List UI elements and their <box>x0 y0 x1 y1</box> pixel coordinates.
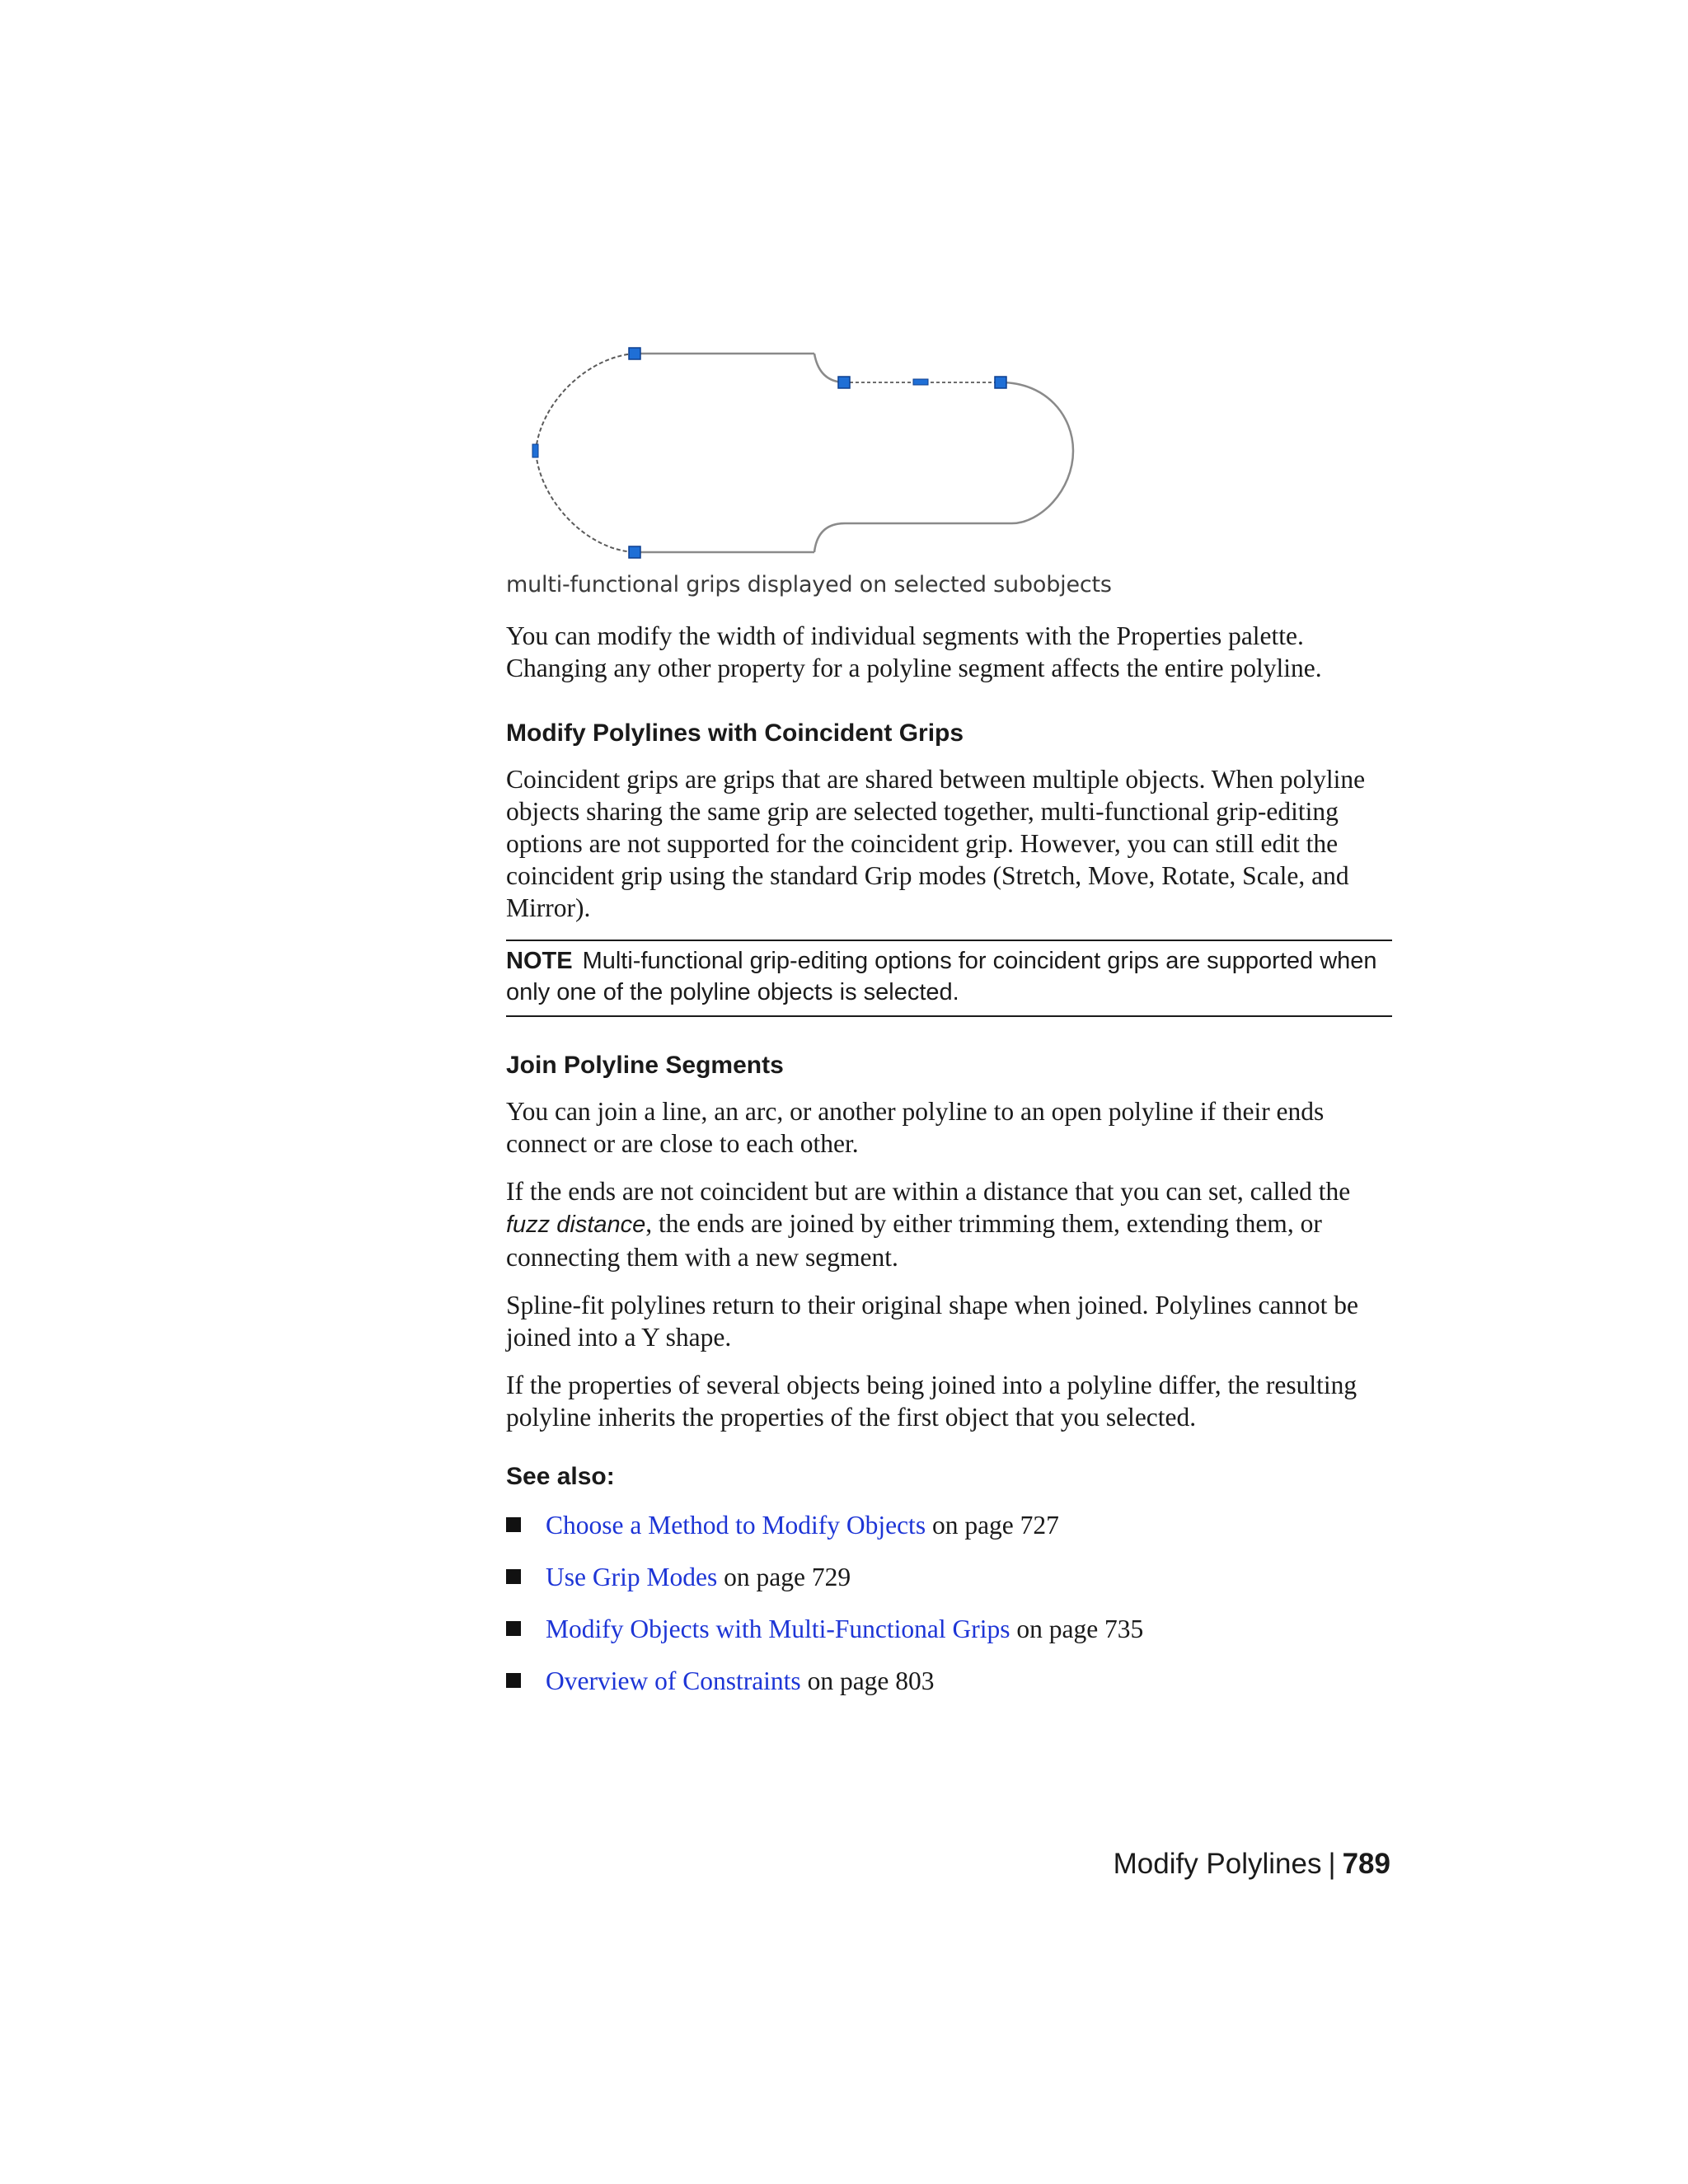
join-paragraph-4: If the properties of several objects being joined into a polyline differ, the resulting polyline inherits the properties of the first object that you selected. <box>506 1371 1357 1432</box>
see-also-list <box>506 1509 1392 1717</box>
intro-paragraph: You can modify the width of individual segments with the Properties palette. Changing any other property for a polyline segment affects the entire polyline. <box>506 621 1322 682</box>
page-footer <box>1114 1848 1390 1881</box>
grip-top-left <box>629 348 640 359</box>
join-paragraph-2-end: , the ends are joined by either trimming them, extending them, or connecting them with a new segment. <box>506 1209 1322 1272</box>
join-paragraph-2 <box>506 1175 1392 1273</box>
page-ref: on page 729 <box>717 1563 851 1591</box>
footer-separator: | <box>1328 1848 1336 1880</box>
see-also-item <box>506 1561 1392 1613</box>
bullet-square-icon <box>506 1517 521 1532</box>
polyline-figure <box>506 334 1083 573</box>
polyline-diagram <box>506 334 1083 573</box>
see-also-item <box>506 1509 1392 1561</box>
join-paragraph-1: You can join a line, an arc, or another polyline to an open polyline if their ends connect or are close to each other. <box>506 1097 1325 1158</box>
fuzz-distance-term: fuzz distance <box>506 1212 646 1238</box>
bullet-square-icon <box>506 1569 521 1584</box>
polyline-selected-arc <box>536 354 635 552</box>
polyline-right-arc <box>1001 382 1073 523</box>
grip-segment-end <box>995 377 1006 388</box>
grip-segment-midpoint <box>913 379 928 385</box>
grip-segment-start <box>838 377 850 388</box>
link-overview-constraints[interactable]: Overview of Constraints <box>546 1666 801 1695</box>
link-use-grip-modes[interactable]: Use Grip Modes <box>546 1563 718 1591</box>
see-also-item <box>506 1665 1392 1717</box>
coincident-grips-paragraph: Coincident grips are grips that are shared between multiple objects. When polyline objects sharing the same grip are selected together, multi-functional grip-editing options are not supported for the coincident grip. However, you can still edit the coincident grip using the standard Grip modes (Stretch, Move, Rotate, Scale, and Mirror). <box>506 765 1366 922</box>
see-also-item <box>506 1613 1392 1665</box>
heading-join-segments: Join Polyline Segments <box>506 1052 784 1079</box>
see-also-label: See also: <box>506 1463 615 1490</box>
page-ref: on page 735 <box>1010 1615 1144 1643</box>
page-content <box>506 620 1392 1717</box>
heading-coincident-grips: Modify Polylines with Coincident Grips <box>506 719 964 747</box>
link-choose-method[interactable]: Choose a Method to Modify Objects <box>546 1511 926 1540</box>
figure-caption: multi-functional grips displayed on selected subobjects <box>506 572 1112 598</box>
join-paragraph-2-start: If the ends are not coincident but are within a distance that you can set, called the <box>506 1177 1351 1206</box>
page-ref: on page 727 <box>926 1511 1059 1540</box>
note-label: NOTE <box>506 948 573 974</box>
footer-title: Modify Polylines <box>1113 1848 1322 1880</box>
page-ref: on page 803 <box>800 1666 935 1695</box>
grip-left-midpoint <box>532 444 538 457</box>
join-paragraph-3: Spline-fit polylines return to their original shape when joined. Polylines cannot be joined into a Y shape. <box>506 1291 1359 1352</box>
note-box <box>506 940 1392 1017</box>
bullet-square-icon <box>506 1621 521 1636</box>
link-multi-functional-grips[interactable]: Modify Objects with Multi-Functional Grips <box>546 1615 1010 1643</box>
page-number: 789 <box>1342 1848 1390 1880</box>
polyline-bottom-notch-arc <box>814 523 845 552</box>
note-text: Multi-functional grip-editing options for coincident grips are supported when only one of the polyline objects is selected. <box>506 948 1377 1005</box>
grip-bottom-left <box>629 546 640 558</box>
bullet-square-icon <box>506 1673 521 1688</box>
